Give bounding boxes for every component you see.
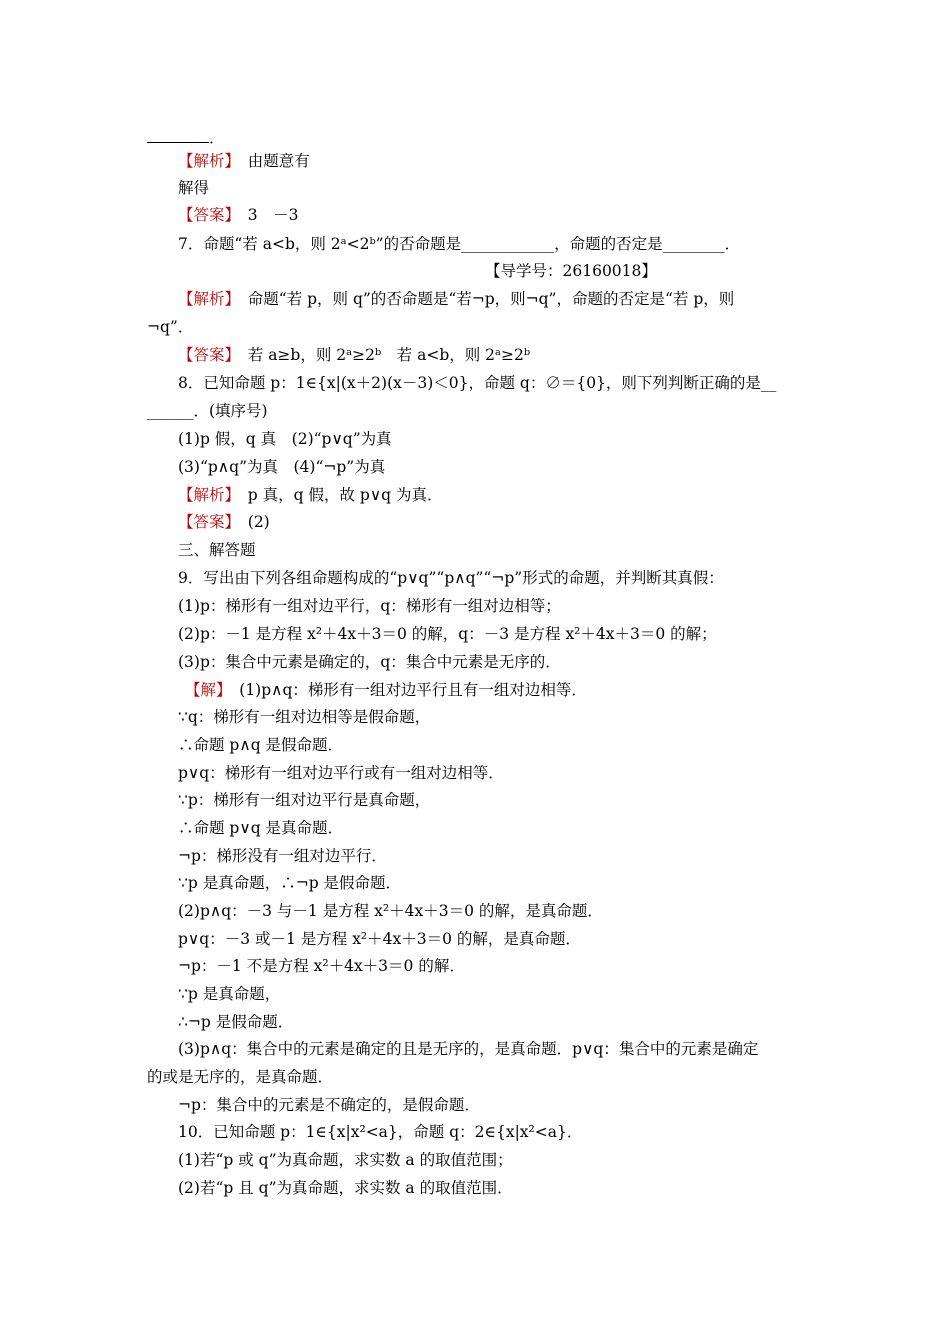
question-7: 7．命题“若 a<b，则 2ᵃ<2ᵇ”的否命题是____________，命题的否定是________． xyxy=(178,235,741,253)
analysis-line: 【解析】 p 真，q 假，故 p∨q 为真． xyxy=(178,486,443,504)
analysis-tag: 【解析】 xyxy=(178,486,233,504)
section-heading: 三、解答题 xyxy=(178,541,256,559)
text-line: ∵p：梯形有一组对边平行是真命题， xyxy=(178,791,431,809)
text-line: p∨q：梯形有一组对边平行或有一组对边相等． xyxy=(178,764,504,782)
option-line: (3)“p∧q”为真 (4)“¬p”为真 xyxy=(178,458,386,476)
solution-tag: 【解】 xyxy=(185,681,224,699)
analysis-line: 【解析】 命题“若 p，则 q”的否命题是“若¬p，则¬q”，命题的否定是“若 p，则 xyxy=(178,290,735,308)
text-line: (3)p：集合中元素是确定的，q：集合中元素是无序的． xyxy=(178,653,561,671)
answer-tag: 【答案】 xyxy=(178,513,233,531)
analysis-tag: 【解析】 xyxy=(178,152,233,170)
text-line: ． xyxy=(147,130,225,147)
answer-line: 【答案】 3 －3 xyxy=(178,206,299,224)
text-line: ______．(填序号) xyxy=(147,402,268,420)
text-line: ∴命题 p∨q 是真命题． xyxy=(178,819,344,837)
text-line: ∵p 是真命题， xyxy=(178,985,281,1003)
text-line: ¬p：梯形没有一组对边平行． xyxy=(178,847,387,865)
text-line: ∴¬p 是假命题． xyxy=(178,1013,294,1031)
answer-line: 【答案】 若 a≥b，则 2ᵃ≥2ᵇ 若 a<b，则 2ᵃ≥2ᵇ xyxy=(178,346,531,364)
analysis-tag: 【解析】 xyxy=(178,290,233,308)
text-line: 解得 xyxy=(178,179,210,197)
text-line: ∵q：梯形有一组对边相等是假命题， xyxy=(178,708,431,726)
text-line: ∴命题 p∧q 是假命题． xyxy=(178,736,344,754)
answer-line: 【答案】 (2) xyxy=(178,513,270,531)
fill-blank xyxy=(147,130,209,143)
text-line: (1)若“p 或 q”为真命题，求实数 a 的取值范围； xyxy=(178,1151,513,1169)
text-line: 的或是无序的，是真命题． xyxy=(147,1068,334,1086)
text-line: ¬q”． xyxy=(147,318,194,336)
guide-number: 【导学号：26160018】 xyxy=(485,262,657,280)
text-line: (3)p∧q：集合中的元素是确定的且是无序的，是真命题．p∨q：集合中的元素是确定 xyxy=(178,1040,759,1058)
answer-tag: 【答案】 xyxy=(178,346,233,364)
text-line: (1)p：梯形有一组对边平行，q：梯形有一组对边相等； xyxy=(178,597,561,615)
text-line: ∵p 是真命题，∴¬p 是假命题． xyxy=(178,874,402,892)
text-line: p∨q：－3 或－1 是方程 x²＋4x＋3＝0 的解，是真命题． xyxy=(178,930,581,948)
text-line: (2)p：－1 是方程 x²＋4x＋3＝0 的解，q：－3 是方程 x²＋4x＋3＝0 的解； xyxy=(178,625,717,643)
answer-tag: 【答案】 xyxy=(178,206,233,224)
option-line: (1)p 假，q 真 (2)“p∨q”为真 xyxy=(178,430,392,448)
question-10: 10．已知命题 p：1∈{x|x²<a}，命题 q：2∈{x|x²<a}． xyxy=(178,1123,583,1141)
text-line: (2)p∧q：－3 与－1 是方程 x²＋4x＋3＝0 的解，是真命题． xyxy=(178,902,603,920)
solution-line: 【解】 (1)p∧q：梯形有一组对边平行且有一组对边相等． xyxy=(185,681,587,699)
text-line: ¬p：－1 不是方程 x²＋4x＋3＝0 的解． xyxy=(178,957,465,975)
analysis-line: 【解析】 由题意有 xyxy=(178,152,310,170)
question-8: 8．已知命题 p：1∈{x|(x＋2)(x－3)＜0}，命题 q：∅＝{0}，则下列判断正确的是__ xyxy=(178,374,777,392)
text-line: (2)若“p 且 q”为真命题，求实数 a 的取值范围． xyxy=(178,1179,513,1197)
text-line: ¬p：集合中的元素是不确定的，是假命题． xyxy=(178,1096,480,1114)
question-9: 9．写出由下列各组命题构成的“p∨q”“p∧q”“¬p”形式的命题，并判断其真假： xyxy=(178,569,724,587)
